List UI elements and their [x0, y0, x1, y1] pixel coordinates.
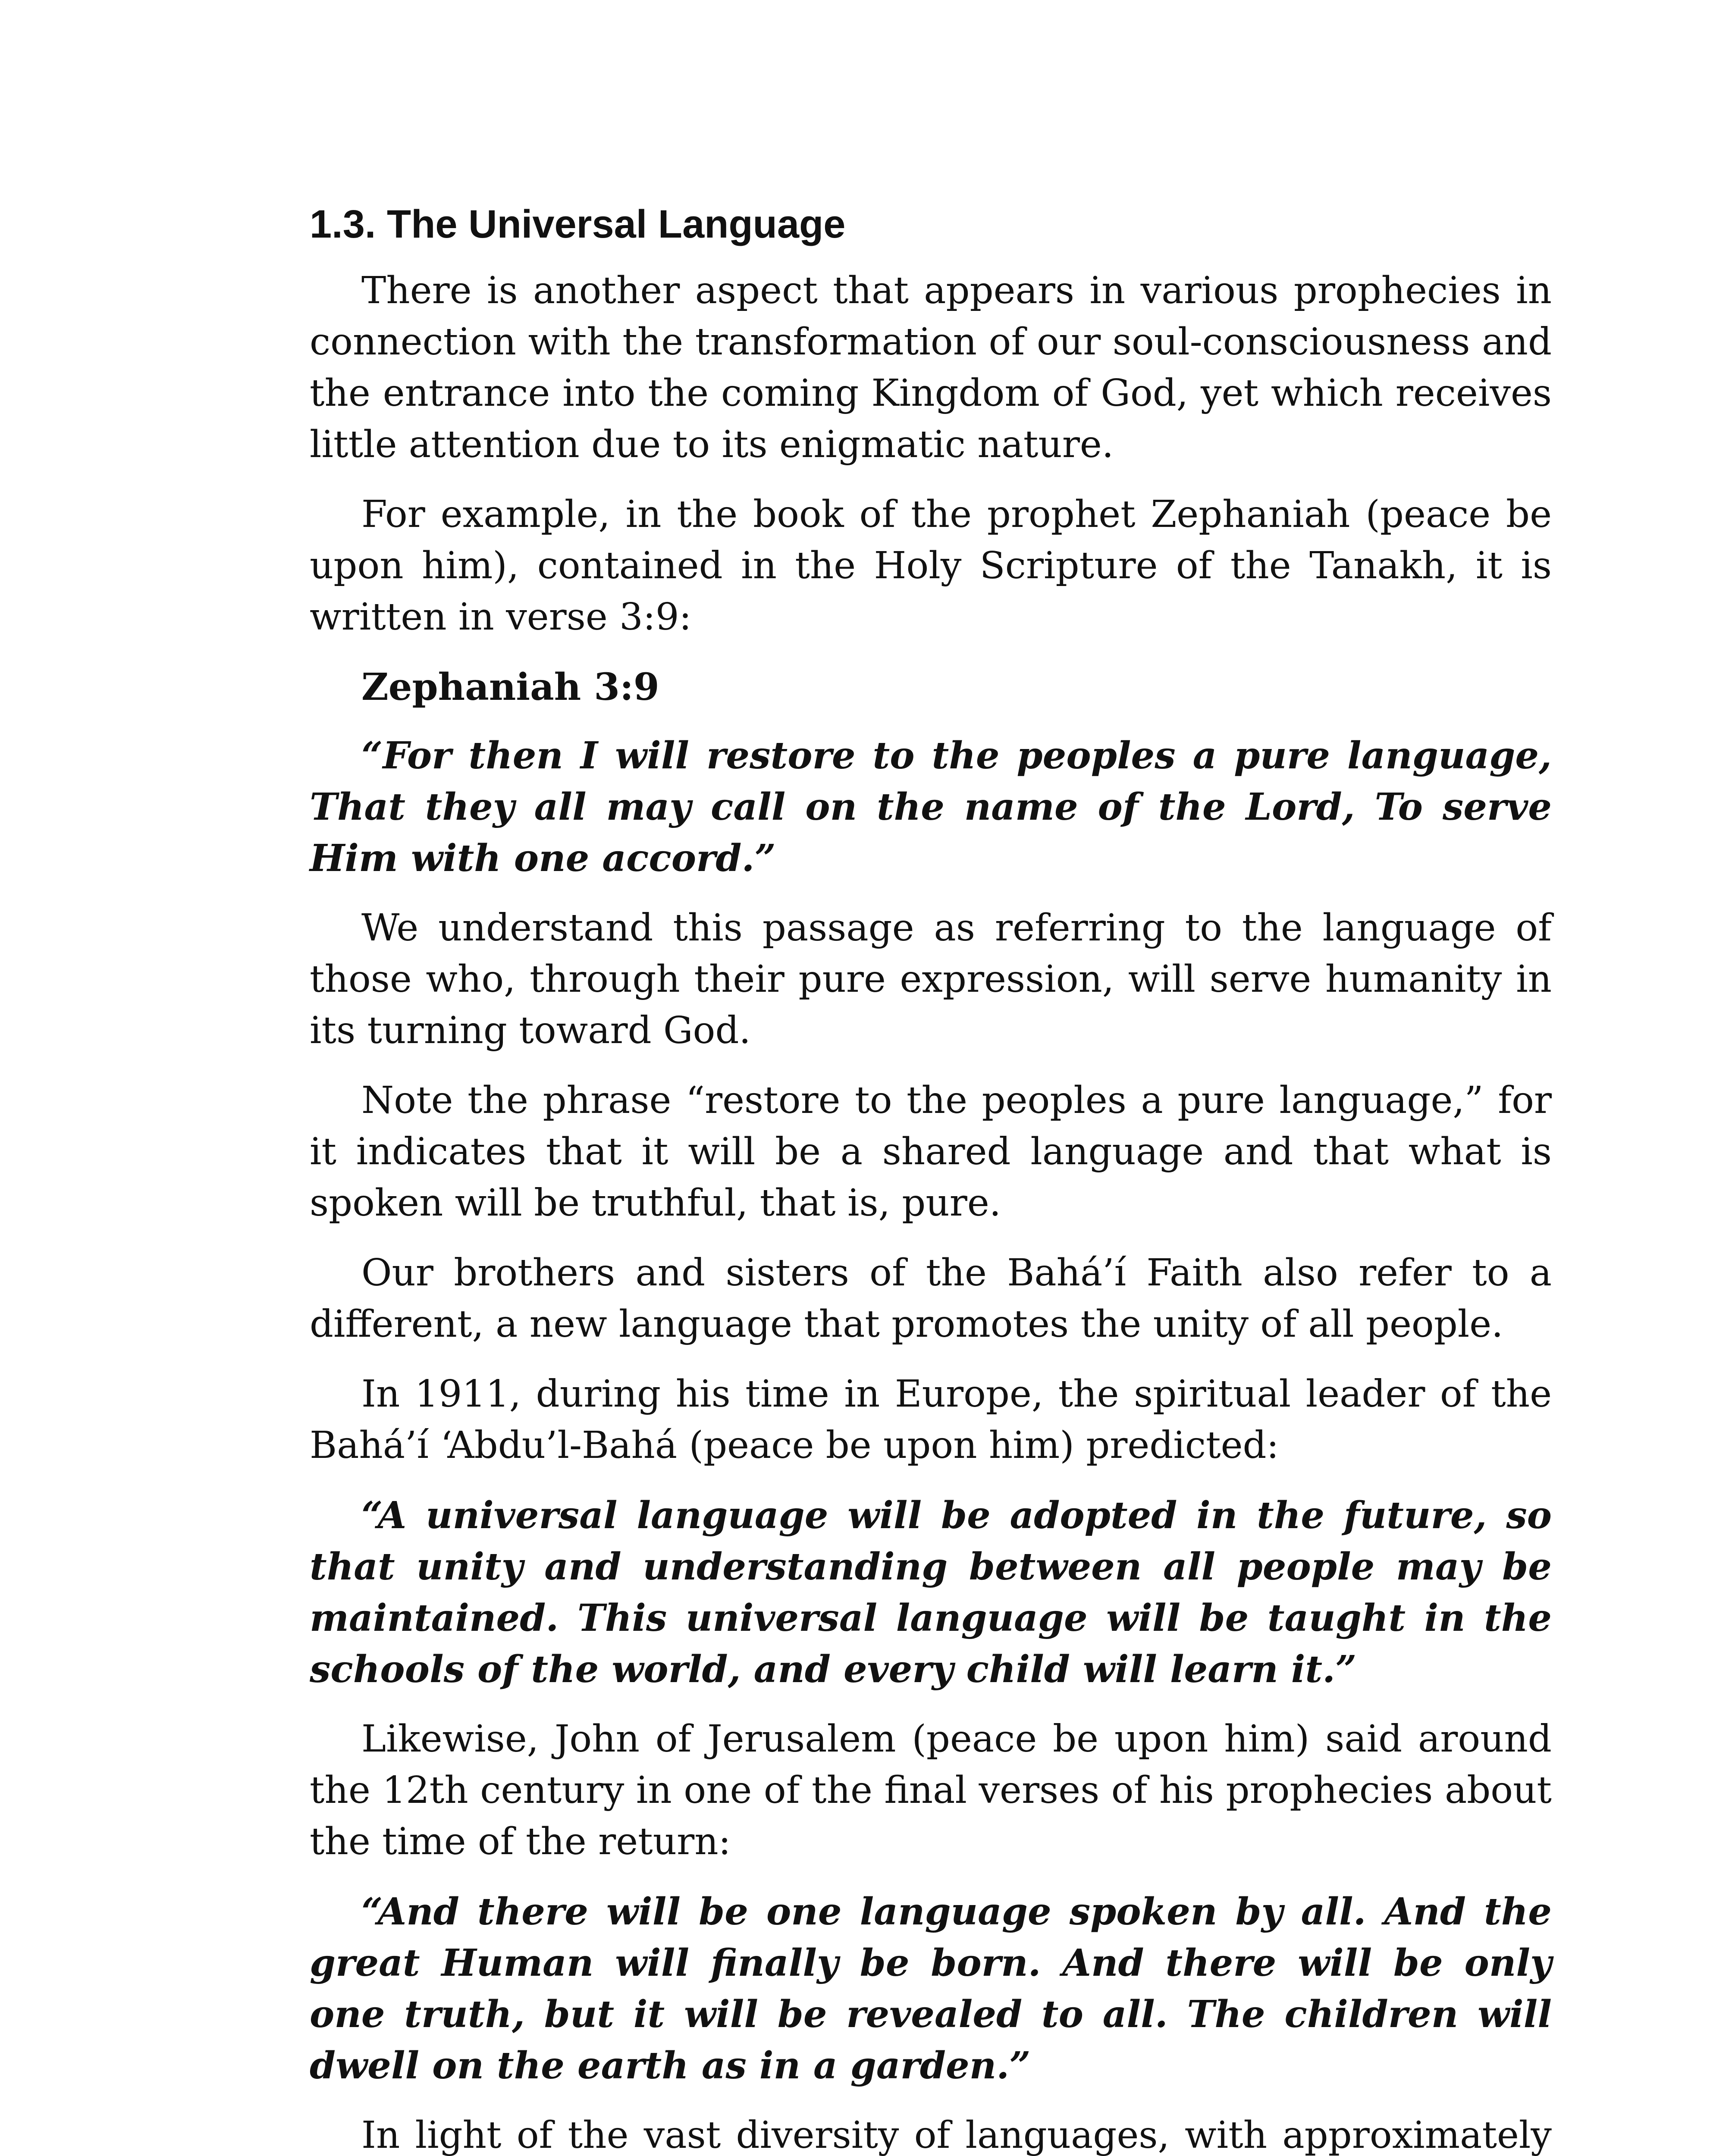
paragraph: Note the phrase “restore to the peoples a pure language,” for it indicates that it will be a shared language and that what is spoken will be truthful, that is, pure. — [310, 1079, 1552, 1225]
paragraph: For example, in the book of the prophet Zephaniah (peace be upon him), contained in the Holy Scripture of the Tanakh, it is written in verse 3:9: — [310, 493, 1552, 639]
paragraph: In light of the vast diversity of languages, with approximately — [361, 2114, 1552, 2156]
page-body — [310, 201, 1552, 2156]
scripture-reference: Zephaniah 3:9 — [361, 665, 659, 709]
section-heading: 1.3. The Universal Language — [310, 202, 846, 246]
paragraph: Likewise, John of Jerusalem (peace be upon him) said around the 12th century in one of the final verses of his prophecies about the time of the return: — [310, 1717, 1552, 1863]
paragraph: In 1911, during his time in Europe, the spiritual leader of the Bahá’í ‘Abdu’l-Bahá (peace be upon him) predicted: — [310, 1373, 1552, 1467]
paragraph: There is another aspect that appears in various prophecies in connection with the transformation of our soul-consciousness and the entrance into the coming Kingdom of God, yet which receives little attention due to its enigmatic nature. — [310, 269, 1552, 466]
scripture-quote: “For then I will restore to the peoples a pure language, That they all may call on the name of the Lord, To serve Him with one accord.” — [310, 734, 1552, 880]
john-of-jerusalem-quote: “And there will be one language spoken by all. And the great Human will finally be born. And there will be only one truth, but it will be revealed to all. The children will dwell on the earth as in a garden.” — [310, 1890, 1552, 2087]
paragraph: We understand this passage as referring to the language of those who, through their pure expression, will serve humanity in its turning toward God. — [310, 906, 1552, 1052]
paragraph: Our brothers and sisters of the Bahá’í Faith also refer to a different, a new language that promotes the unity of all people. — [310, 1251, 1552, 1346]
abdul-baha-quote: “A universal language will be adopted in the future, so that unity and understanding between all people may be maintained. This universal language will be taught in the schools of the world, and every child will learn it.” — [310, 1494, 1552, 1691]
